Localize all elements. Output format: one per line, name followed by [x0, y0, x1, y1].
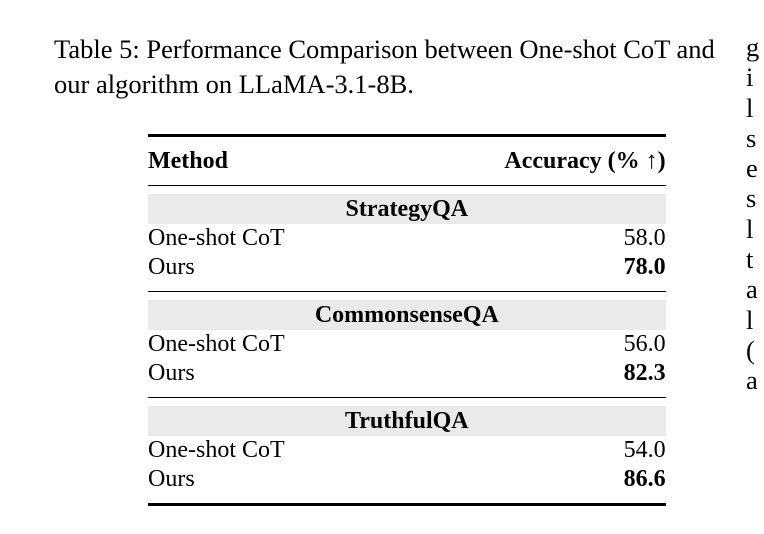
- method-header: Method: [148, 137, 285, 186]
- table-row: [148, 330, 666, 359]
- results-table-wrapper: [148, 134, 666, 506]
- group-header-row: [148, 406, 666, 436]
- column-fragment: g: [746, 32, 760, 62]
- accuracy-cell: 54.0: [623, 437, 666, 463]
- method-cell: One-shot CoT: [148, 331, 285, 357]
- method-cell: Ours: [148, 254, 195, 280]
- column-fragment: (: [746, 334, 755, 365]
- column-fragment: s: [746, 183, 757, 214]
- table-caption: Table 5: Performance Comparison between One-shot CoT and our algorithm on LLaMA-3.1-8B.: [54, 34, 715, 99]
- column-fragment: i: [746, 62, 754, 93]
- bottom-rule: [148, 505, 666, 507]
- accuracy-cell: 86.6: [623, 466, 666, 492]
- accuracy-cell: 78.0: [623, 254, 666, 280]
- column-fragment: e: [746, 153, 758, 184]
- column-fragment: a: [746, 365, 758, 396]
- table-row: [148, 359, 666, 388]
- method-cell: Ours: [148, 466, 195, 492]
- header-row: [148, 137, 666, 186]
- column-fragment: a: [746, 274, 758, 305]
- column-fragment: t: [746, 244, 754, 275]
- table-row: [148, 253, 666, 282]
- group-name: StrategyQA: [148, 194, 666, 224]
- table-row: [148, 465, 666, 494]
- results-table: [148, 134, 666, 506]
- column-fragment: l: [746, 304, 754, 335]
- method-cell: Ours: [148, 360, 195, 386]
- method-cell: One-shot CoT: [148, 225, 285, 251]
- accuracy-cell: 82.3: [623, 360, 666, 386]
- column-fragment: l: [746, 213, 754, 244]
- method-cell: One-shot CoT: [148, 437, 285, 463]
- table-row: [148, 436, 666, 465]
- group-name: CommonsenseQA: [148, 300, 666, 330]
- adjacent-column-text: [746, 32, 764, 396]
- column-fragment: s: [746, 122, 757, 153]
- column-fragment: l: [746, 92, 754, 123]
- accuracy-cell: 58.0: [623, 225, 666, 251]
- group-name: TruthfulQA: [148, 406, 666, 436]
- accuracy-header: Accuracy (% ↑): [285, 137, 666, 186]
- table-row: [148, 224, 666, 253]
- group-header-row: [148, 300, 666, 330]
- accuracy-cell: 56.0: [623, 331, 666, 357]
- group-header-row: [148, 194, 666, 224]
